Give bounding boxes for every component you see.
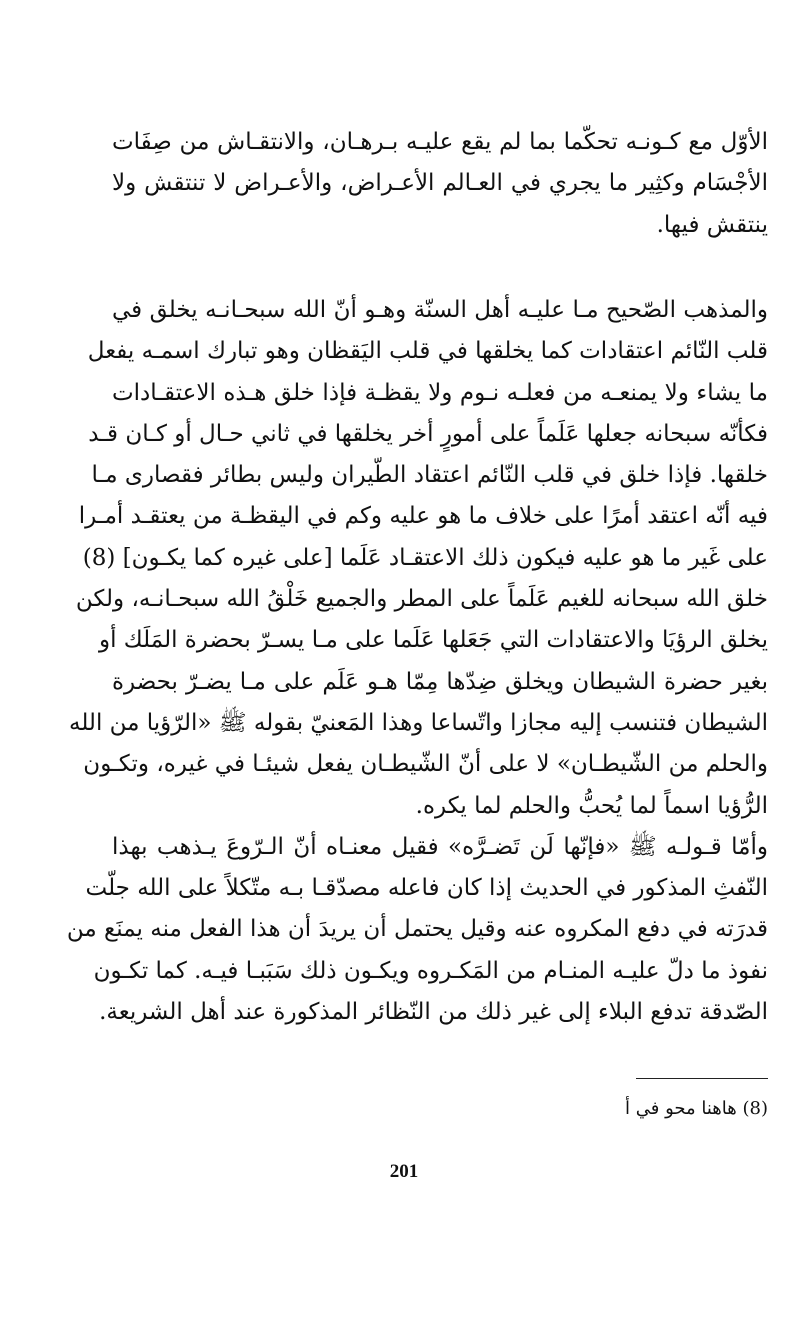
text-line: الصّدقة تدفع البلاء إلى غير ذلك من النّظائر المذكورة عند أهل الشريعة.	[99, 999, 768, 1026]
text-line: الأوّل مع كـونـه تحكّما بما لم يقع عليـه بـرهـان، والانتقـاش من صِفَات	[112, 129, 768, 155]
text-line: الرُّؤيا اسماً لما يُحبُّ والحلم لما يكره.	[415, 792, 768, 819]
text-line: قلب النّائم اعتقادات كما يخلقها في قلب اليَقظان وهو تبارك اسمـه يفعل	[87, 338, 768, 365]
text-line: قدرَته في دفع المكروه عنه وقيل يحتمل أن يريدَ أن هذا الفعل منه يمنَع من	[66, 916, 768, 943]
text-line: والمذهب الصّحيح مـا عليـه أهل السنّة وهـو أنّ الله سبحـانـه يخلق في	[112, 297, 768, 323]
page-number: 201	[389, 1161, 419, 1182]
text-line: على غَير ما هو عليه فيكون ذلك الاعتقـاد عَلَما [على غيره كما يكـون] (8)	[82, 544, 768, 571]
paragraph-1	[112, 122, 768, 246]
text-line: الشيطان فتنسب إليه مجازا واتّساعا وهذا المَعنيّ بقوله ﷺ «الرّؤيا من الله	[68, 709, 768, 736]
footnote-separator	[636, 1078, 768, 1079]
text-line: فكأنّه سبحانه جعلها عَلَماً على أمورٍ أخر يخلقها في ثاني حـال أو كـان قـد	[88, 420, 768, 447]
text-line: والحلم من الشّيطـان» لا على أنّ الشّيطـان يفعل شيئـا في غيره، وتكـون	[83, 751, 768, 778]
text-line: ينتقش فيها.	[656, 211, 768, 238]
paragraph-2	[66, 290, 768, 1033]
text-line: النّفثِ المذكور في الحديث إذا كان فاعله مصدّقـا بـه متّكلاً على الله جلّت	[85, 875, 768, 902]
text-line: بغير حضرة الشيطان ويخلق ضِدّها مِمّا هـو عَلَم على مـا يضـرّ بحضرة	[112, 668, 768, 695]
text-line: خلق الله سبحانه للغيم عَلَماً على المطر والجميع خَلْقُ الله سبحـانـه، ولكن	[75, 586, 768, 613]
text-line: ما يشاء ولا يمنعـه من فعلـه نـوم ولا يقظـة فإذا خلق هـذه الاعتقـادات	[112, 379, 768, 406]
text-line: وأمّا قـولـه ﷺ «فإنّها لَن تَضـرَّه» فقيل معنـاه أنّ الـرّوعَ يـذهب بهذا	[112, 833, 768, 860]
text-line: فيه أنّه اعتقد أمرًا على خلاف ما هو عليه وكم في اليقظـة من يعتقـد أمـرا	[78, 503, 768, 530]
footnote: (8) هاهنا محو في أ	[625, 1098, 768, 1119]
text-line: يخلق الرؤيَا والاعتقادات التي جَعَلها عَلَما على مـا يسـرّ بحضرة المَلَك أو	[98, 627, 768, 654]
text-line: نفوذ ما دلّ عليـه المنـام من المَكـروه ويكـون ذلك سَبَبـا فيـه. كما تكـون	[93, 957, 768, 984]
text-line: الأجْسَام وكثِير ما يجري في العـالم الأعـراض، والأعـراض لا تنتقش ولا	[112, 170, 768, 197]
text-line: خلقها. فإذا خلق في قلب النّائم اعتقاد الطّيران وليس بطائر فقصارى مـا	[91, 462, 768, 489]
